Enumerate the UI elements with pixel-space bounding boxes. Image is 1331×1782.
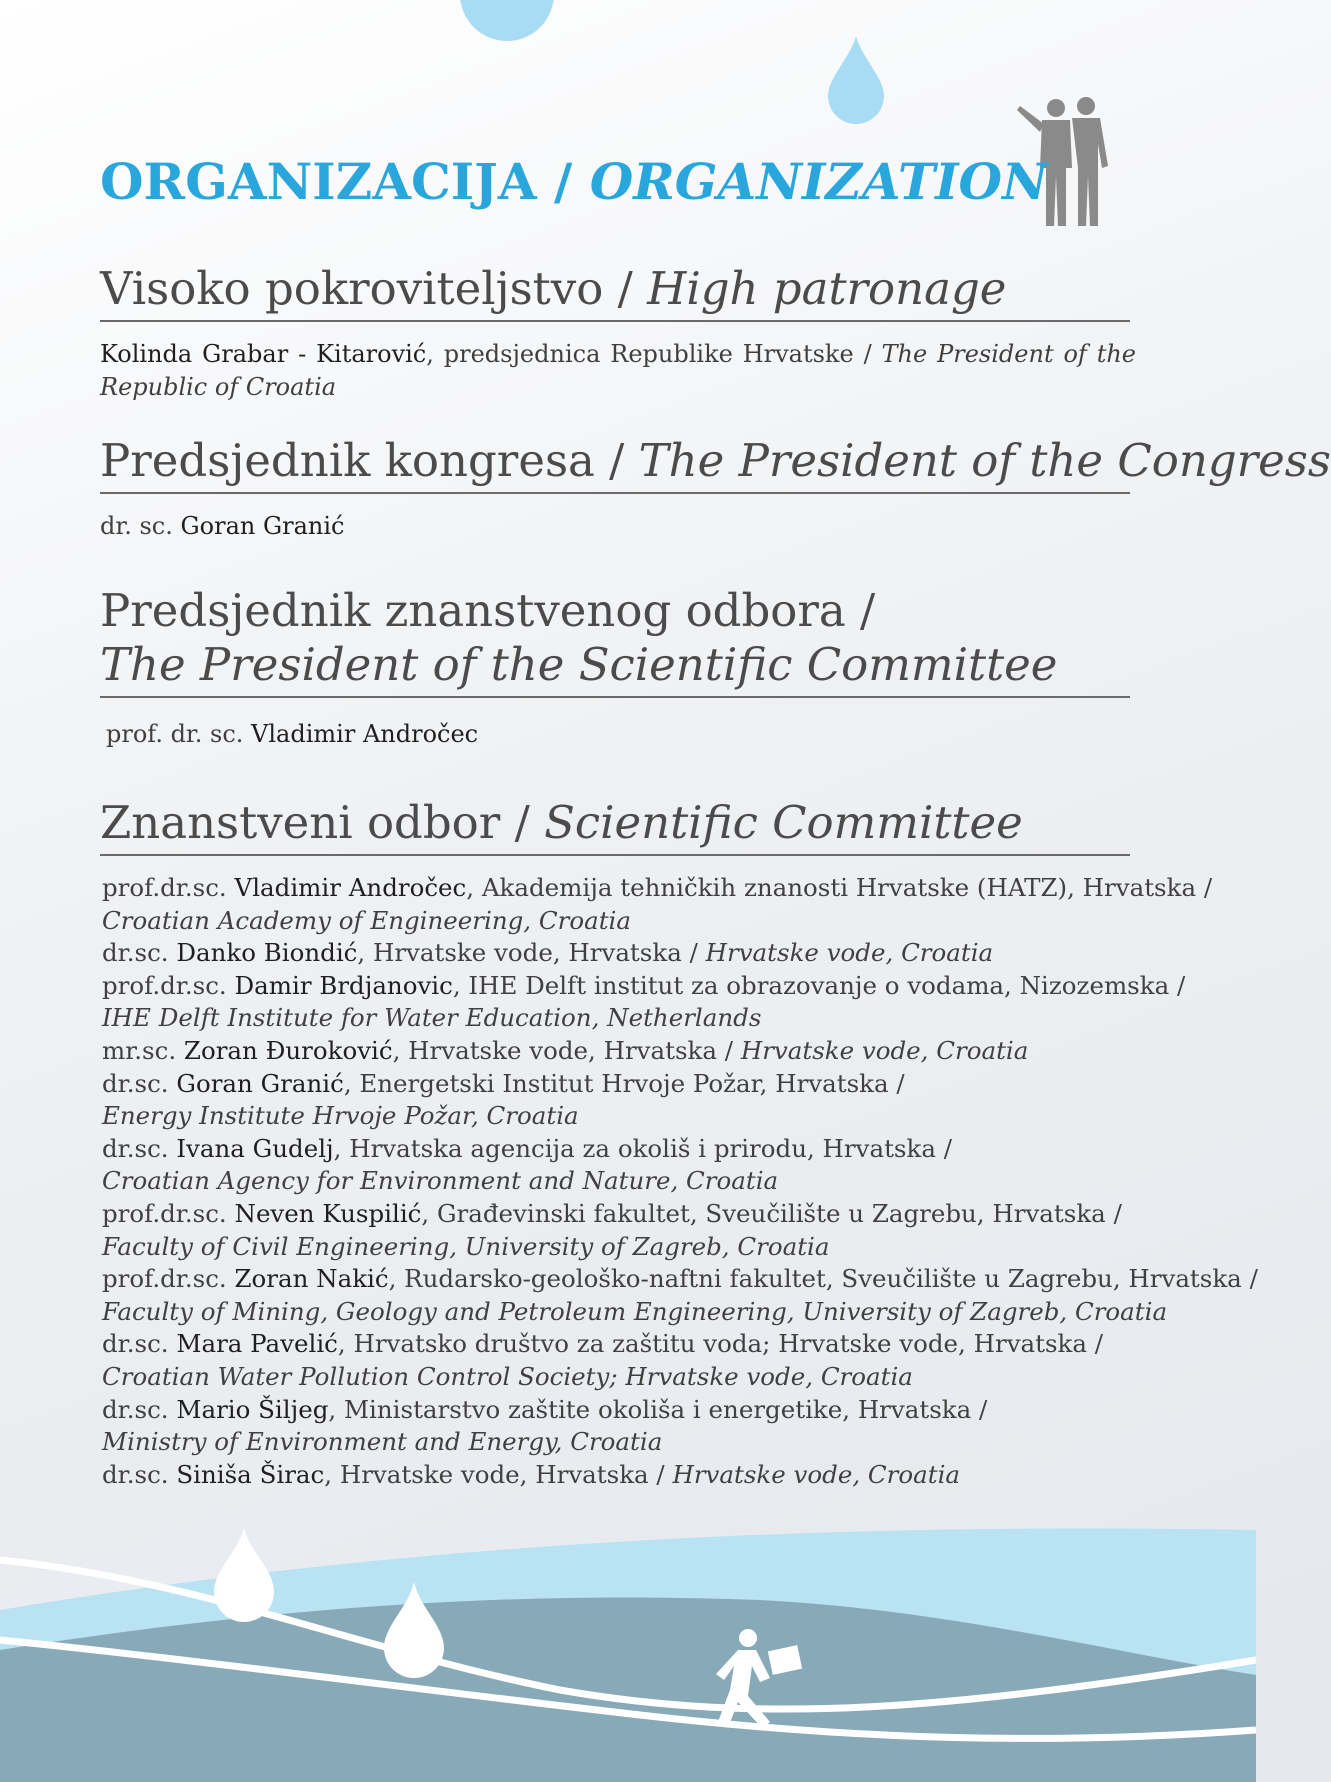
water-drop-icon [826,36,886,126]
section-heading-congress-president: Predsjednik kongresa / The President of the Congress [100,434,1130,494]
committee-member: dr.sc. Goran Granić, Energetski Institut Hrvoje Požar, Hrvatska / [102,1068,905,1098]
committee-member-list [102,872,1258,1491]
committee-member-english: Faculty of Mining, Geology and Petroleum Engineering, University of Zagreb, Croatia [102,1296,1168,1326]
bottom-wave-decoration [0,1500,1256,1782]
committee-member: dr.sc. Siniša Širac, Hrvatske vode, Hrvatska / Hrvatske vode, Croatia [102,1459,961,1489]
page-title: ORGANIZACIJA / ORGANIZATION [100,152,1048,211]
water-drop-icon [214,1528,274,1622]
committee-member: dr.sc. Ivana Gudelj, Hrvatska agencija za okoliš i prirodu, Hrvatska / [102,1133,952,1163]
committee-member-english: Ministry of Environment and Energy, Croatia [102,1427,663,1457]
committee-member-english: Energy Institute Hrvoje Požar, Croatia [102,1101,579,1131]
committee-member: dr.sc. Danko Biondić, Hrvatske vode, Hrvatska / Hrvatske vode, Croatia [102,938,994,968]
scientific-president-entry: prof. dr. sc. Vladimir Andročec [106,720,479,748]
section-heading-scientific-committee: Znanstveni odbor / Scientific Committee [100,796,1130,856]
committee-member: mr.sc. Zoran Đuroković, Hrvatske vode, Hrvatska / Hrvatske vode, Croatia [102,1035,1029,1065]
congress-president-entry: dr. sc. Goran Granić [100,512,345,540]
committee-member: dr.sc. Mara Pavelić, Hrvatsko društvo za zaštitu voda; Hrvatske vode, Hrvatska / [102,1329,1104,1359]
committee-member-english: Croatian Water Pollution Control Society; Hrvatske vode, Croatia [102,1361,913,1391]
committee-member: dr.sc. Mario Šiljeg, Ministarstvo zaštite okoliša i energetike, Hrvatska / [102,1394,988,1424]
patron-entry: Kolinda Grabar - Kitarović, predsjednica Republike Hrvatske / The President of the Republic of Croatia [100,340,1136,401]
committee-member: prof.dr.sc. Zoran Nakić, Rudarsko-geološko-naftni fakultet, Sveučilište u Zagrebu, Hrvatska / [102,1264,1258,1294]
committee-member-english: Faculty of Civil Engineering, University of Zagreb, Croatia [102,1231,830,1261]
committee-member-english: Croatian Academy of Engineering, Croatia [102,905,631,935]
water-drop-icon [460,0,554,44]
committee-member: prof.dr.sc. Damir Brdjanovic, IHE Delft institut za obrazovanje o vodama, Nizozemska / [102,970,1186,1000]
section-heading-patronage: Visoko pokroviteljstvo / High patronage [100,262,1130,322]
section-heading-scientific-president: Predsjednik znanstvenog odbora / The President of the Scientific Committee [100,584,1130,698]
committee-member-english: IHE Delft Institute for Water Education, Netherlands [102,1003,762,1033]
committee-member: prof.dr.sc. Neven Kuspilić, Građevinski fakultet, Sveučilište u Zagrebu, Hrvatska / [102,1198,1122,1228]
committee-member: prof.dr.sc. Vladimir Andročec, Akademija tehničkih znanosti Hrvatske (HATZ), Hrvatska / [102,873,1213,902]
committee-member-english: Croatian Agency for Environment and Nature, Croatia [102,1166,779,1196]
